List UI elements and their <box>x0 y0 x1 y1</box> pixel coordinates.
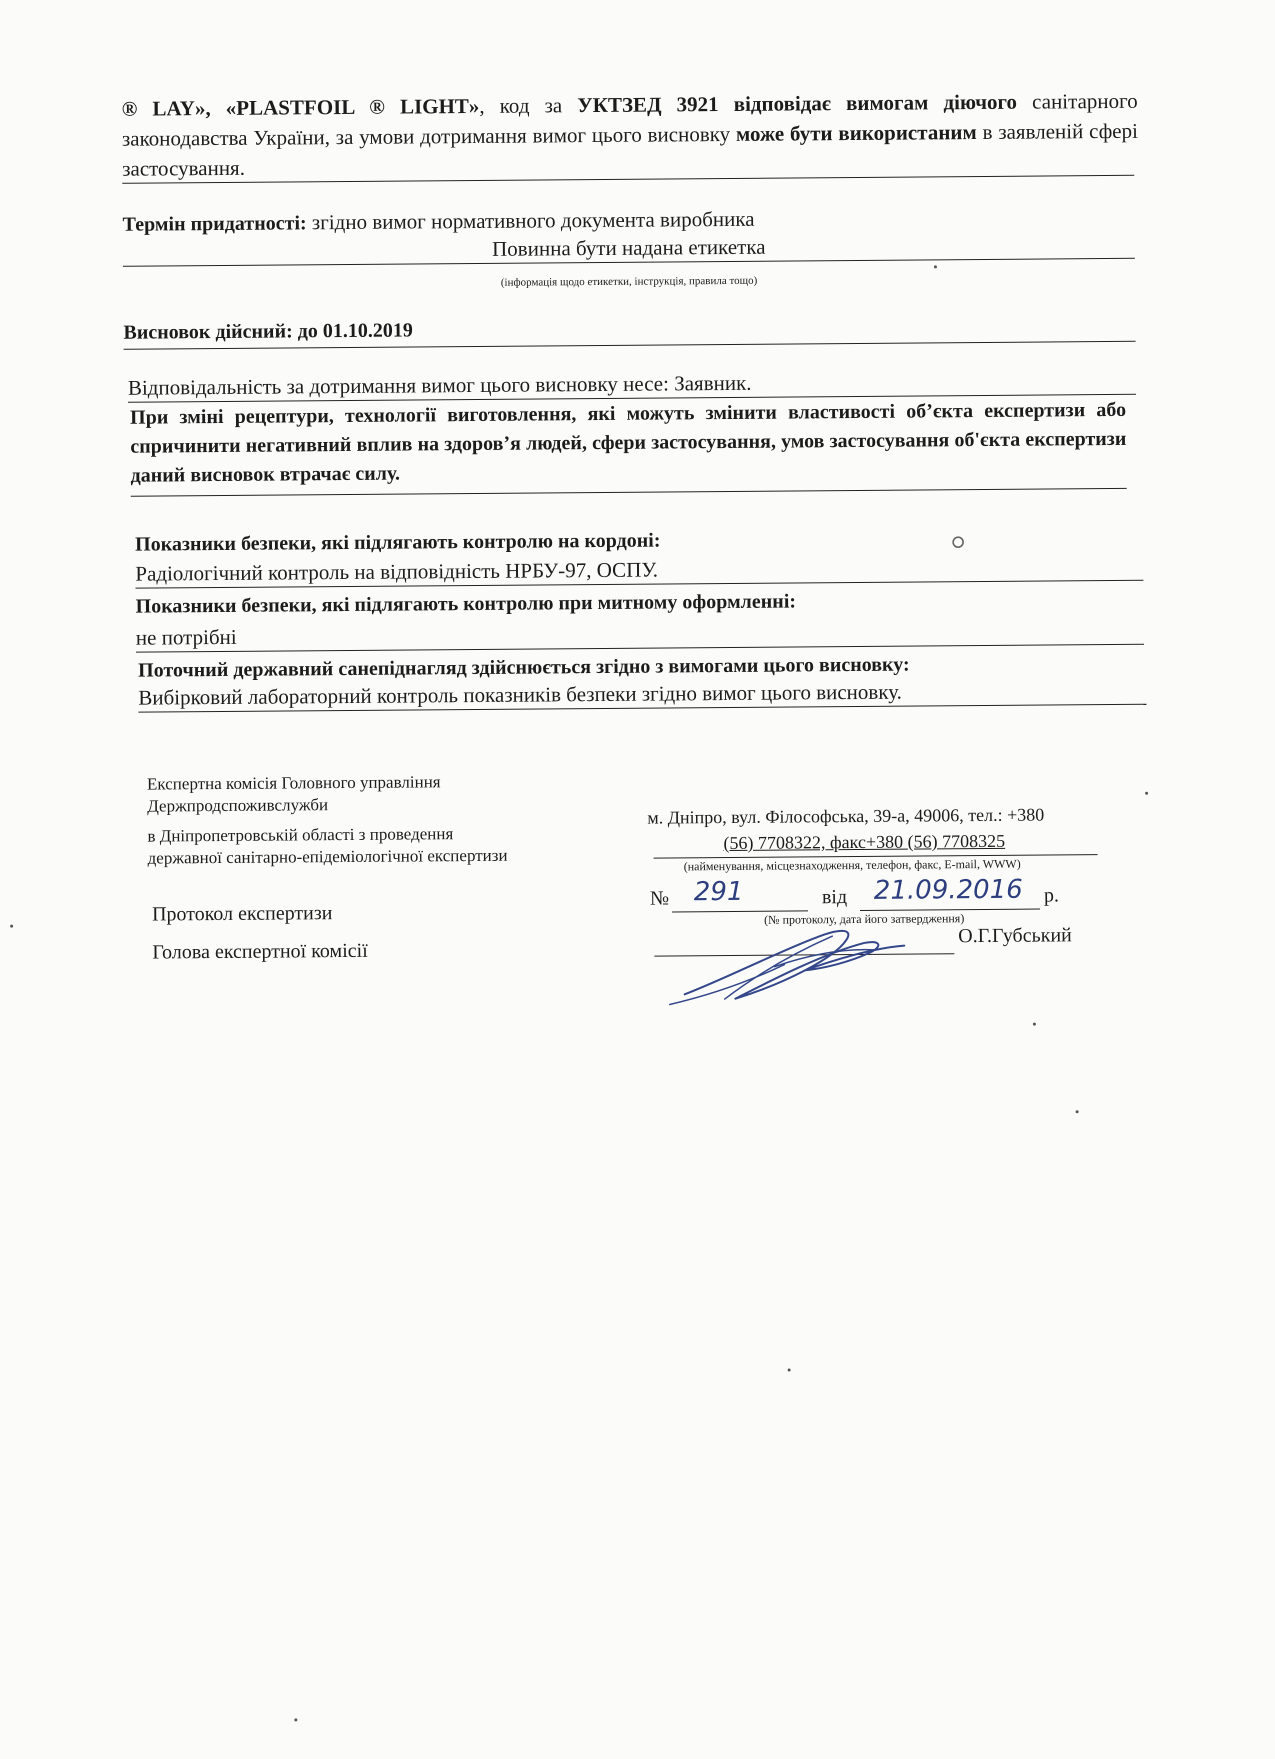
address-line-1: м. Дніпро, вул. Філософська, 39-а, 49006, тел.: +380 <box>647 804 1045 828</box>
scan-speck <box>1145 792 1148 795</box>
scan-speck <box>934 265 937 268</box>
customs-control-underline <box>136 644 1144 653</box>
protocol-caption: (№ протоколу, дата його затвердження) <box>764 911 965 927</box>
responsibility-text: Відповідальність за дотримання вимог цього висновку несе: Заявник. <box>127 370 752 400</box>
scan-speck <box>10 925 13 928</box>
border-control-label: Показники безпеки, які підлягають контролю на кордоні: <box>135 529 661 556</box>
protocol-label: Протокол експертизи <box>151 902 333 926</box>
shelf-life-label: Термін придатності: <box>122 212 307 236</box>
scan-speck <box>294 1718 297 1721</box>
commission-line-4: державної санітарно-епідеміологічної експертизи <box>147 845 508 868</box>
spacer <box>718 92 733 116</box>
border-control-value: Радіологічний контроль на відповідність НРБУ-97, ОСПУ. <box>135 557 659 586</box>
address-line-2: (56) 7708322, факс+380 (56) 7708325 <box>723 830 1006 854</box>
warning-paragraph: При зміні рецептури, технології виготовлення, які можуть змінити властивості об’єкта експертизи або спричинити негативний вплив на здоров’я людей, сфери застосування, умов застосування об'єкта експертизи даний висновок втрачає силу. <box>130 398 1127 487</box>
protocol-from-label: від <box>821 886 848 909</box>
handwritten-signature <box>664 897 965 1009</box>
validity-label: Висновок дійсний: до 01.10.2019 <box>123 319 413 344</box>
protocol-number-label: № <box>649 887 670 910</box>
protocol-number-handwritten: 291 <box>693 876 744 908</box>
commission-line-1: Експертна комісія Головного управління <box>146 772 441 794</box>
protocol-date-handwritten: 21.09.2016 <box>873 874 1023 906</box>
shelf-life-value: згідно вимог нормативного документа виробника <box>306 206 755 235</box>
supervision-label: Поточний державний санепіднагляд здійснюється згідно з вимогами цього висновку: <box>138 653 910 682</box>
supervision-value: Вибірковий лабораторний контроль показників безпеки згідно вимог цього висновку. <box>138 679 902 710</box>
head-name: О.Г.Губський <box>958 924 1072 948</box>
intro-end: в заявленій сфері застосування. <box>122 118 1138 181</box>
commission-line-2: Держпродспоживслужби <box>147 795 329 816</box>
shelf-life-row <box>123 204 1135 237</box>
intro-text: , код за <box>479 93 578 118</box>
protocol-year-suffix: р. <box>1043 884 1059 907</box>
scan-speck <box>1076 1110 1079 1113</box>
commission-block <box>147 770 578 869</box>
scan-speck <box>788 1369 791 1372</box>
scan-mark-icon <box>949 533 967 551</box>
commission-line-3: в Дніпропетровській області з проведення <box>147 824 454 846</box>
code-uktzed: УКТЗЕД 3921 <box>577 92 719 118</box>
customs-control-label: Показники безпеки, які підлягають контролю при митному оформленні: <box>135 590 797 618</box>
may-be-used: може бути використаним <box>735 120 977 146</box>
compliance-statement: відповідає вимогам діючого <box>733 89 1018 116</box>
label-info-caption: (інформація щодо етикетки, інструкція, правила тощо) <box>500 274 758 289</box>
intro-rest: санітарного законодавства України, за умови дотримання вимог цього висновку <box>121 88 1138 151</box>
product-names: ® LAY», «PLASTFOIL ® LIGHT» <box>121 93 480 121</box>
address-caption: (найменування, місцезнаходження, телефон, факс, E-mail, WWW) <box>683 856 1021 874</box>
customs-control-value: не потрібні <box>135 624 237 650</box>
scan-speck <box>1033 1023 1036 1026</box>
head-label: Голова експертної комісії <box>152 939 368 964</box>
label-info-value: Повинна бути надана етикетка <box>491 234 766 261</box>
intro-paragraph <box>122 86 1139 184</box>
